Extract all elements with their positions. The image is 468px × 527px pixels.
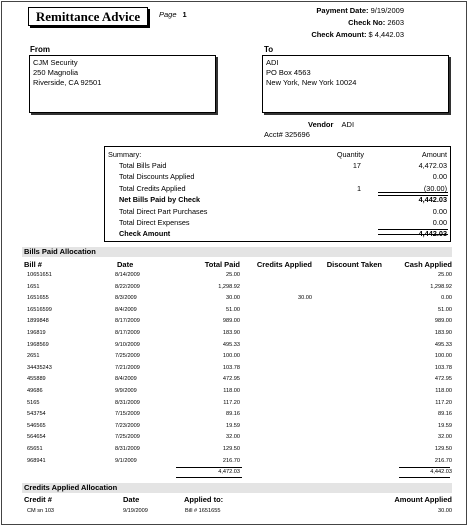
summary-rule — [378, 234, 448, 235]
bill-number-cell: 2651 — [27, 353, 40, 360]
check-amount-label: Check Amount: — [311, 30, 367, 39]
credit-number-cell: CM sn 103 — [27, 508, 55, 514]
summary-row-label: Total Direct Expenses — [119, 218, 190, 227]
bill-cash-applied-cell: 32.00 — [438, 434, 452, 441]
bill-number-cell: 65651 — [27, 446, 43, 452]
col-credits-applied-header: Credits Applied — [256, 260, 312, 269]
vendor-account: Acct# 325696 — [264, 130, 310, 139]
bill-total-paid-cell: 495.33 — [222, 341, 240, 348]
bill-number-cell: 1899848 — [27, 318, 49, 325]
summary-row-label: Total Discounts Applied — [119, 172, 195, 182]
check-no-row — [348, 18, 404, 27]
bill-number-cell: 1968569 — [27, 341, 49, 348]
credit-date-col-header: Date — [123, 495, 140, 504]
check-no-label: Check No: — [348, 18, 386, 27]
bill-total-paid-cell: 989.00 — [222, 318, 240, 325]
to-address-box — [262, 55, 449, 113]
bill-total-paid-cell: 100.00 — [222, 353, 240, 360]
summary-row-label: Total Credits Applied — [119, 183, 186, 193]
summary-row-amount: 4,442.03 — [418, 195, 447, 205]
summary-row-quantity: 17 — [352, 161, 361, 170]
bills-total-rule — [176, 467, 242, 468]
page-number: 1 — [182, 10, 187, 19]
vendor-value: ADI — [341, 120, 355, 129]
bill-number-cell: 968941 — [27, 457, 46, 464]
page-label: Page — [159, 10, 177, 19]
col-date-header: Date — [117, 260, 134, 269]
bill-number-cell: 543754 — [27, 411, 46, 418]
credit-date-cell: 9/19/2009 — [123, 508, 148, 514]
from-address-box — [29, 55, 216, 113]
bill-total-paid-cell: 118.00 — [223, 388, 240, 394]
bill-total-paid-cell: 1,298.92 — [218, 283, 240, 290]
summary-rule — [378, 192, 448, 193]
summary-row-amount: 4,472.03 — [418, 161, 447, 170]
check-no-value: 2603 — [387, 18, 404, 27]
to-line-3: New York, New York 10024 — [266, 78, 357, 87]
bill-number-cell: 1651 — [27, 283, 40, 290]
summary-box — [104, 146, 451, 242]
to-line-2: PO Box 4563 — [266, 68, 311, 77]
bill-cash-applied-cell: 129.50 — [434, 446, 452, 452]
bill-total-paid-cell: 89.16 — [226, 411, 240, 418]
payment-date-label: Payment Date: — [316, 6, 369, 15]
vendor-label: Vendor — [308, 120, 334, 129]
bill-cash-applied-cell: 117.20 — [435, 399, 452, 406]
bill-date-cell: 8/31/2009 — [115, 446, 140, 452]
bill-date-cell: 8/3/2009 — [115, 295, 137, 302]
bill-number-cell: 10651651 — [27, 272, 52, 278]
credit-applied-to-cell: Bill # 1651655 — [185, 508, 221, 514]
bill-total-paid-cell: 103.78 — [222, 364, 240, 371]
bill-date-cell: 7/25/2009 — [115, 353, 140, 360]
col-total-paid-header: Total Paid — [204, 260, 240, 269]
bill-date-cell: 8/22/2009 — [115, 283, 140, 290]
col-bill-header: Bill # — [24, 260, 42, 269]
summary-row-label: Net Bills Paid by Check — [119, 195, 201, 205]
credit-col-header: Credit # — [24, 495, 52, 504]
check-amount-row — [311, 30, 404, 39]
bill-cash-applied-cell: 495.33 — [434, 341, 452, 348]
from-line-3: Riverside, CA 92501 — [33, 78, 102, 87]
bill-date-cell: 7/25/2009 — [115, 434, 140, 441]
summary-title: Summary: — [108, 150, 142, 159]
remittance-page — [1, 1, 467, 525]
bill-total-paid-cell: 51.00 — [226, 306, 240, 313]
bill-date-cell: 9/1/2009 — [115, 457, 137, 464]
bill-cash-applied-cell: 989.00 — [434, 318, 452, 325]
bill-date-cell: 8/17/2009 — [115, 318, 140, 325]
bill-cash-applied-cell: 103.78 — [434, 364, 452, 371]
vendor-row — [308, 120, 354, 129]
bill-cash-applied-cell: 51.00 — [438, 306, 452, 313]
bill-number-cell: 196819 — [27, 330, 46, 336]
bill-date-cell: 7/15/2009 — [115, 411, 140, 418]
bills-total-cash: 4,442.03 — [430, 469, 452, 476]
bill-date-cell: 8/4/2009 — [115, 376, 137, 383]
bill-date-cell: 8/17/2009 — [115, 330, 140, 336]
summary-row-amount: (30.00) — [423, 183, 447, 193]
bill-total-paid-cell: 216.70 — [222, 457, 240, 464]
bill-total-paid-cell: 129.50 — [222, 446, 240, 452]
bill-date-cell: 7/21/2009 — [115, 364, 140, 371]
col-cash-applied-header: Cash Applied — [404, 260, 452, 269]
bill-cash-applied-cell: 25.00 — [438, 272, 452, 278]
bill-total-paid-cell: 472.95 — [222, 376, 240, 383]
bill-date-cell: 7/23/2009 — [115, 422, 140, 429]
summary-row-amount: 4,442.03 — [418, 229, 447, 239]
bill-total-paid-cell: 32.00 — [226, 434, 240, 441]
summary-quantity-header: Quantity — [336, 150, 364, 159]
summary-row-quantity: 1 — [356, 183, 361, 193]
bill-total-paid-cell: 117.20 — [223, 399, 240, 406]
payment-date-row — [316, 6, 404, 15]
bill-credit-applied-cell: 30.00 — [298, 295, 312, 302]
bill-number-cell: 34435243 — [27, 364, 52, 371]
applied-to-col-header: Applied to: — [184, 495, 224, 504]
bill-number-cell: 16516599 — [27, 306, 52, 313]
summary-rule — [378, 195, 448, 196]
summary-row-label: Total Bills Paid — [119, 161, 167, 170]
bill-cash-applied-cell: 100.00 — [434, 353, 452, 360]
from-line-2: 250 Magnolia — [33, 68, 79, 77]
payment-date-value: 9/19/2009 — [370, 6, 404, 15]
bill-cash-applied-cell: 1,298.92 — [430, 283, 452, 290]
bills-total-underline — [399, 477, 450, 478]
check-amount-value: $ 4,442.03 — [368, 30, 404, 39]
from-label: From — [30, 45, 50, 54]
from-line-1: CJM Security — [33, 58, 78, 67]
col-discount-taken-header: Discount Taken — [326, 260, 382, 269]
bill-total-paid-cell: 183.90 — [222, 330, 240, 336]
bill-date-cell: 8/14/2009 — [115, 272, 140, 278]
bill-total-paid-cell: 19.59 — [226, 422, 240, 429]
bill-cash-applied-cell: 183.90 — [434, 330, 452, 336]
summary-row-amount: 0.00 — [432, 206, 447, 216]
bill-total-paid-cell: 25.00 — [226, 272, 240, 278]
summary-row-label: Check Amount — [119, 229, 171, 239]
bill-date-cell: 9/10/2009 — [115, 341, 140, 348]
bill-number-cell: 1651655 — [27, 295, 49, 302]
bill-number-cell: 546565 — [27, 422, 46, 429]
bills-total-paid: 4,472.03 — [218, 469, 240, 476]
bill-number-cell: 5165 — [27, 399, 40, 406]
bill-number-cell: 49686 — [27, 388, 43, 394]
summary-row-label: Total Direct Part Purchases — [119, 206, 208, 216]
bill-date-cell: 9/9/2009 — [115, 388, 137, 394]
bills-total-rule — [399, 467, 450, 468]
to-line-1: ADI — [266, 58, 279, 67]
bill-total-paid-cell: 30.00 — [226, 295, 240, 302]
bill-date-cell: 8/4/2009 — [115, 306, 137, 313]
bill-cash-applied-cell: 216.70 — [434, 457, 452, 464]
page-indicator — [159, 10, 187, 19]
to-label: To — [264, 45, 274, 54]
bill-cash-applied-cell: 0.00 — [441, 295, 452, 302]
summary-row-amount: 0.00 — [432, 218, 447, 227]
amount-applied-col-header: Amount Applied — [394, 495, 452, 504]
bill-cash-applied-cell: 472.95 — [434, 376, 452, 383]
credit-amount-cell: 30.00 — [438, 508, 452, 514]
bill-cash-applied-cell: 118.00 — [435, 388, 452, 394]
bill-cash-applied-cell: 89.16 — [438, 411, 452, 418]
summary-row-amount: 0.00 — [432, 172, 447, 182]
bills-section-header: Bills Paid Allocation — [22, 247, 452, 257]
bill-date-cell: 8/31/2009 — [115, 399, 140, 406]
bill-number-cell: 455889 — [27, 376, 46, 383]
credits-section-header: Credits Applied Allocation — [22, 483, 452, 493]
summary-amount-header: Amount — [421, 150, 447, 159]
document-title: Remittance Advice — [28, 7, 148, 26]
summary-rule — [378, 229, 448, 230]
bills-total-underline — [176, 477, 242, 478]
bill-cash-applied-cell: 19.59 — [438, 422, 452, 429]
bill-number-cell: 564654 — [27, 434, 46, 441]
